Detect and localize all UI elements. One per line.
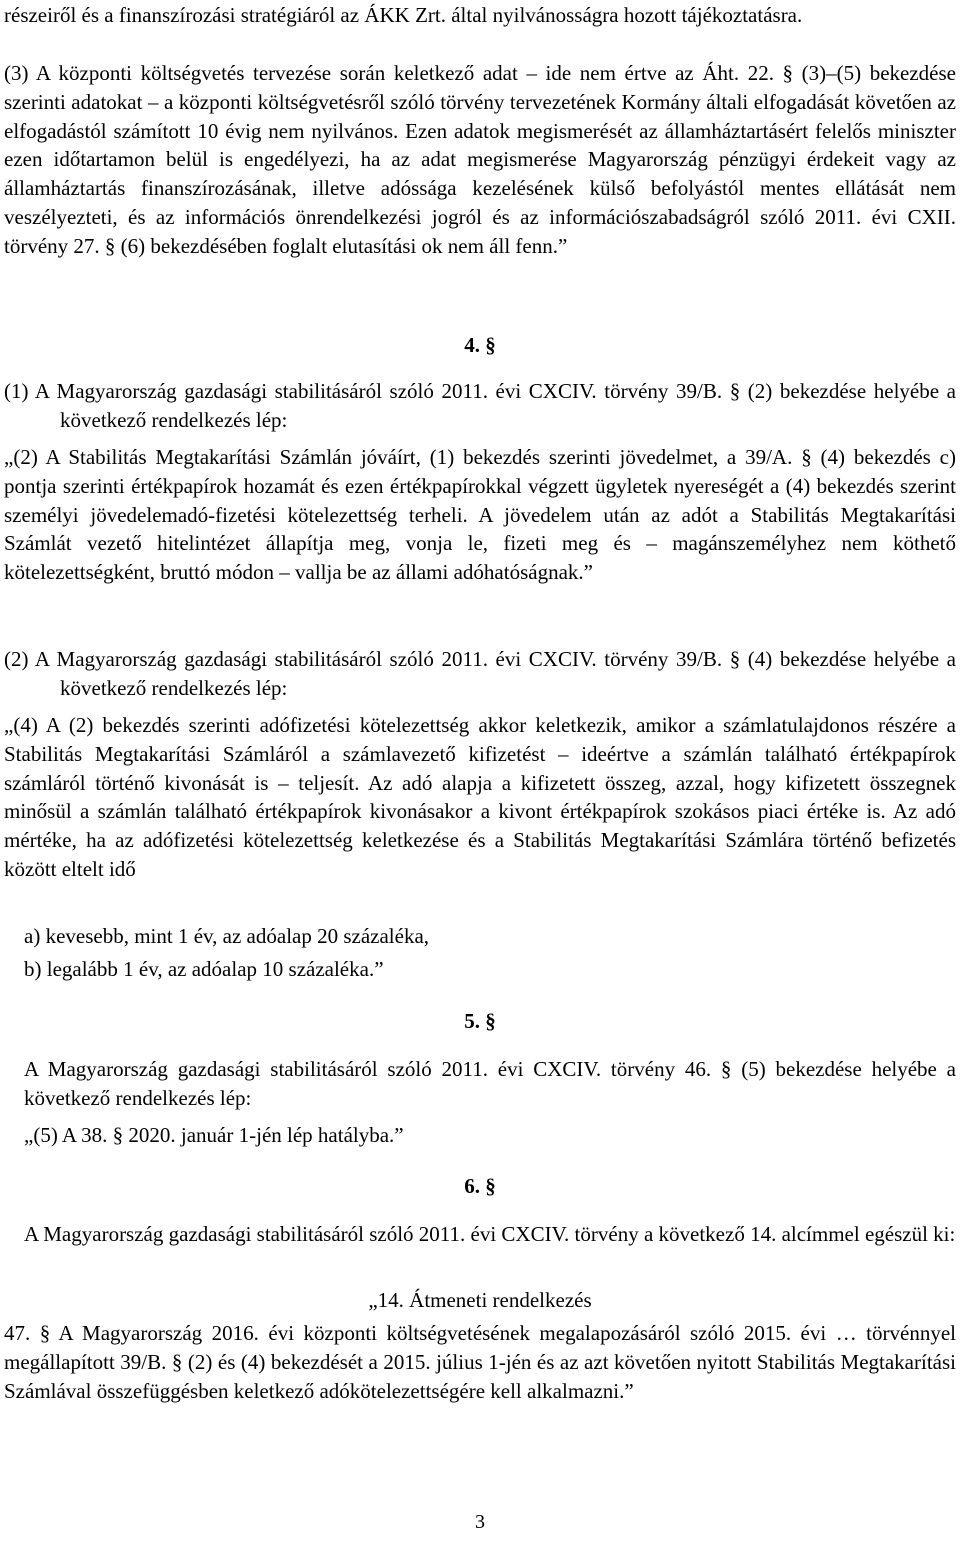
section-6-para: 47. § A Magyarország 2016. évi központi költségvetésének megalapozásáról szóló 2015. évi … törvénnyel megállapított 39/B. § (2) és (4) bekezdését a 2015. július 1-jén és az azt követően nyitott Stabilitás Megtakarítási Számlával összefüggésben keletkező adókötelezettségére kell alkalmazni.” xyxy=(4,1321,956,1403)
point-b: b) legalább 1 év, az adóalap 10 százaléka.” xyxy=(24,957,384,981)
section-4-item-1: (1) A Magyarország gazdasági stabilitásáról szóló 2011. évi CXCIV. törvény 39/B. § (2) bekezdése helyébe a következő rendelkezés lép: xyxy=(4,379,956,432)
section-6-heading: 6. § xyxy=(464,1174,496,1198)
section-4-quote-2: „(4) A (2) bekezdés szerinti adófizetési kötelezettség akkor keletkezik, amikor a számlatulajdonos részére a Stabilitás Megtakarítási Számláról a számlavezető kifizetést – ideértve a számlán található értékpapírok számláról történő kivonását is – teljesít. Az adó alapja a kifizetett összeg, azzal, hogy kifizetett összegnek minősül a számlán található értékpapírok kivonásakor a kivont értékpapírok szokásos piaci értéke is. Az adó mértéke, ha az adófizetési kötelezettség keletkezése és a Stabilitás Megtakarítási Számlára történő befizetés között eltelt idő xyxy=(4,713,956,881)
section-5-quote: „(5) A 38. § 2020. január 1-jén lép hatályba.” xyxy=(24,1123,404,1147)
intro-paragraph: részeiről és a finanszírozási stratégiáról az ÁKK Zrt. által nyilvánosságra hozott tájékoztatásra. xyxy=(4,3,803,27)
page-number: 3 xyxy=(475,1511,485,1533)
subtitle-14: „14. Átmeneti rendelkezés xyxy=(368,1288,592,1312)
section-4-item-2: (2) A Magyarország gazdasági stabilitásáról szóló 2011. évi CXCIV. törvény 39/B. § (4) bekezdése helyébe a következő rendelkezés lép: xyxy=(4,647,956,700)
section-4-heading: 4. § xyxy=(464,333,496,357)
paragraph-3: (3) A központi költségvetés tervezése során keletkező adat – ide nem értve az Áht. 22. § (3)–(5) bekezdése szerinti adatokat – a központi költségvetésről szóló törvény tervezetének Kormány általi elfogadását követően az elfogadástól számított 10 évig nem nyilvános. Ezen adatok megismerését az államháztartásért felelős miniszter ezen időtartamon belül is engedélyezi, ha az adat megismerése Magyarország pénzügyi érdekeit vagy az államháztartás finanszírozásának, illetve adóssága kezelésének külső befolyástól mentes ellátását nem veszélyezteti, és az információs önrendelkezési jogról és az információszabadságról szóló 2011. évi CXII. törvény 27. § (6) bekezdésében foglalt elutasítási ok nem áll fenn.” xyxy=(4,61,956,258)
point-a: a) kevesebb, mint 1 év, az adóalap 20 százaléka, xyxy=(24,924,430,948)
section-6-text: A Magyarország gazdasági stabilitásáról szóló 2011. évi CXCIV. törvény a következő 14. alcímmel egészül ki: xyxy=(24,1222,956,1246)
section-5-text: A Magyarország gazdasági stabilitásáról szóló 2011. évi CXCIV. törvény 46. § (5) bekezdése helyébe a következő rendelkezés lép: xyxy=(24,1057,956,1110)
section-5-heading: 5. § xyxy=(464,1009,496,1033)
section-4-quote-1: „(2) A Stabilitás Megtakarítási Számlán jóváírt, (1) bekezdés szerinti jövedelmet, a 39/A. § (4) bekezdés c) pontja szerinti értékpapírok hozamát és ezen értékpapírokkal végzett ügyletek nyereségét a (4) bekezdés szerint személyi jövedelemadó-fizetési kötelezettség terheli. A jövedelem után az adót a Stabilitás Megtakarítási Számlát vezető hitelintézet állapítja meg, vonja le, fizeti meg és – magánszemélyhez nem köthető kötelezettségként, bruttó módon – vallja be az állami adóhatóságnak.” xyxy=(4,445,956,585)
